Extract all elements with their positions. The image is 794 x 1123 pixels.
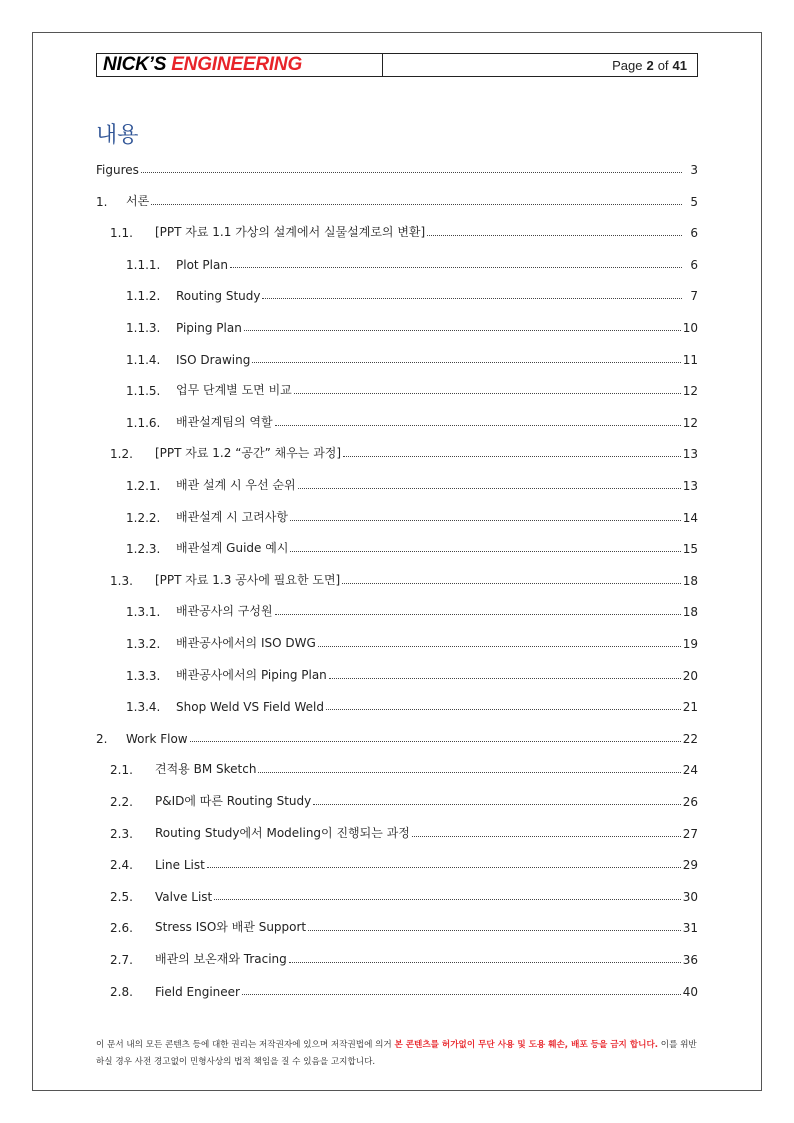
toc-entry-label: 배관 설계 시 우선 순위 bbox=[176, 478, 296, 492]
toc-entry-page: 21 bbox=[682, 700, 698, 715]
toc-leader-dots bbox=[290, 520, 681, 521]
toc-entry-number: 1.2.1. bbox=[126, 479, 161, 493]
toc-entry-number: 1.1.5. bbox=[126, 384, 161, 399]
toc-entry-label: Piping Plan bbox=[176, 321, 242, 335]
toc-entry-page: 12 bbox=[682, 415, 698, 430]
toc-entry[interactable] bbox=[96, 977, 698, 999]
toc-entry[interactable] bbox=[96, 913, 698, 935]
toc-entry-number: 2. bbox=[96, 731, 108, 746]
toc-entry[interactable] bbox=[96, 155, 698, 177]
toc-entry-number: 1.1.4. bbox=[126, 352, 161, 367]
toc-entry-label: Routing Study에서 Modeling이 진행되는 과정 bbox=[155, 825, 410, 840]
toc-entry-number: 1.2.3. bbox=[126, 542, 161, 557]
toc-entry[interactable] bbox=[96, 376, 698, 398]
toc-entry-number: 1.2.2. bbox=[126, 510, 161, 525]
toc-entry-page: 13 bbox=[682, 447, 698, 462]
toc-title: 내용 bbox=[96, 123, 139, 148]
toc-leader-dots bbox=[275, 614, 681, 615]
toc-entry-page: 18 bbox=[682, 605, 698, 620]
toc-entry-label: ISO Drawing bbox=[176, 352, 251, 367]
toc-entry[interactable] bbox=[96, 566, 698, 588]
toc-entry-page: 36 bbox=[682, 953, 698, 967]
toc-entry[interactable] bbox=[96, 882, 698, 904]
toc-entry[interactable] bbox=[96, 945, 698, 967]
toc-leader-dots bbox=[190, 741, 681, 742]
toc-entry-label: 업무 단계별 도면 비교 bbox=[176, 383, 292, 398]
toc-leader-dots bbox=[326, 709, 681, 710]
toc-entry-page: 6 bbox=[690, 257, 698, 272]
toc-entry-number: 2.1. bbox=[110, 763, 133, 778]
toc-entry-page: 13 bbox=[682, 479, 698, 493]
toc-entry-page: 14 bbox=[682, 510, 698, 525]
notice-text-2: 이를 위반 하실 경우 사전 경고없이 민형사상의 법적 책임을 질 수 있음을 고지합니다. bbox=[96, 1040, 697, 1067]
toc-leader-dots bbox=[244, 330, 681, 331]
toc-entry-label: Line List bbox=[155, 858, 205, 873]
toc-entry-page: 18 bbox=[682, 573, 698, 588]
toc-leader-dots bbox=[318, 646, 681, 647]
toc-entry-number: 1.1.2. bbox=[126, 289, 161, 304]
toc-entry-label: Valve List bbox=[155, 889, 213, 904]
page-prefix: Page bbox=[612, 57, 643, 73]
page-number bbox=[383, 54, 697, 76]
toc-entry[interactable] bbox=[96, 281, 698, 303]
toc-leader-dots bbox=[242, 994, 681, 995]
toc-entry-number: 1.1.6. bbox=[126, 415, 161, 430]
toc-entry-number: 1.3.1. bbox=[126, 605, 161, 620]
toc-entry-number: 2.7. bbox=[110, 953, 133, 967]
toc-entry-label: 배관설계 Guide 예시 bbox=[176, 541, 289, 556]
toc-entry-page: 26 bbox=[682, 795, 698, 809]
copyright-notice bbox=[96, 1037, 698, 1071]
toc-entry-number: 2.5. bbox=[110, 889, 133, 904]
toc-entry-page: 3 bbox=[690, 163, 698, 177]
toc-entry-page: 22 bbox=[682, 731, 698, 746]
toc-entry-page: 7 bbox=[690, 289, 698, 304]
toc-entry-page: 29 bbox=[682, 858, 698, 873]
brand-name-part1: NICK’S bbox=[103, 54, 167, 75]
toc-entry[interactable] bbox=[96, 597, 698, 619]
toc-leader-dots bbox=[294, 393, 681, 394]
toc-entry-label: Work Flow bbox=[126, 731, 188, 746]
page-header bbox=[96, 53, 698, 77]
toc-leader-dots bbox=[313, 804, 680, 805]
toc-entry-page: 19 bbox=[682, 637, 698, 651]
toc-entry-label: Routing Study bbox=[176, 289, 261, 304]
toc-entry-page: 24 bbox=[682, 763, 698, 778]
toc-leader-dots bbox=[252, 362, 680, 363]
toc-leader-dots bbox=[290, 551, 680, 552]
page-total: 41 bbox=[672, 57, 687, 73]
toc-leader-dots bbox=[342, 583, 680, 584]
toc-entry-number: 1.3.2. bbox=[126, 637, 161, 651]
page-bottom-rule bbox=[32, 1090, 762, 1091]
toc-entry-number: 1. bbox=[96, 194, 108, 209]
toc-entry-number: 2.3. bbox=[110, 826, 133, 841]
toc-entry-number: 1.1.1. bbox=[126, 257, 161, 272]
toc-entry-page: 40 bbox=[682, 984, 698, 999]
toc-entry-label: Plot Plan bbox=[176, 257, 228, 272]
toc-entry[interactable] bbox=[96, 819, 698, 841]
toc-entry-label: Stress ISO와 배관 Support bbox=[155, 920, 307, 935]
toc-entry-number: 1.1.3. bbox=[126, 321, 161, 335]
toc-entry-number: 1.3.3. bbox=[126, 668, 161, 683]
page-of: of bbox=[657, 57, 669, 73]
toc-entry[interactable] bbox=[96, 787, 698, 809]
notice-warning: 본 콘텐츠를 허가없이 무단 사용 및 도용 훼손, 배포 등을 금지 합니다. bbox=[394, 1040, 659, 1050]
toc-leader-dots bbox=[207, 867, 681, 868]
toc-leader-dots bbox=[298, 488, 681, 489]
toc-entry-page: 12 bbox=[682, 384, 698, 399]
toc-entry-page: 10 bbox=[682, 321, 698, 335]
toc-entry-page: 6 bbox=[690, 226, 698, 241]
toc-leader-dots bbox=[262, 298, 682, 299]
toc-entry-number: 2.4. bbox=[110, 858, 133, 873]
toc-entry-page: 15 bbox=[682, 542, 698, 557]
toc-entry-label: [PPT 자료 1.2 “공간” 채우는 과정] bbox=[155, 446, 342, 461]
toc-entry-number: 2.2. bbox=[110, 795, 133, 809]
toc-entry-number: 1.3.4. bbox=[126, 700, 161, 715]
toc-entry[interactable] bbox=[96, 218, 698, 240]
toc-entry-label: 배관설계 시 고려사항 bbox=[176, 509, 288, 524]
toc-entry-label: 배관공사의 구성원 bbox=[176, 604, 273, 619]
toc-entry-number: 2.6. bbox=[110, 921, 133, 936]
toc-entry[interactable] bbox=[96, 629, 698, 651]
toc-leader-dots bbox=[412, 836, 681, 837]
toc-entry[interactable] bbox=[96, 439, 698, 461]
toc-entry[interactable] bbox=[96, 187, 698, 209]
toc-entry-label: Field Engineer bbox=[155, 984, 240, 999]
toc-entry[interactable] bbox=[96, 534, 698, 556]
toc-leader-dots bbox=[329, 678, 681, 679]
toc-entry-page: 11 bbox=[682, 352, 698, 367]
toc-leader-dots bbox=[275, 425, 681, 426]
toc-entry[interactable] bbox=[96, 408, 698, 430]
toc-entry-label: [PPT 자료 1.3 공사에 필요한 도면] bbox=[155, 572, 341, 587]
toc-entry[interactable] bbox=[96, 724, 698, 746]
brand-name-part2: ENGINEERING bbox=[171, 54, 303, 75]
toc-entry-label: 서론 bbox=[126, 193, 150, 208]
toc-leader-dots bbox=[230, 267, 682, 268]
toc-entry-page: 30 bbox=[682, 889, 698, 904]
toc-entry-label: 견적용 BM Sketch bbox=[155, 762, 257, 777]
toc-entry-label: 배관설계팀의 역할 bbox=[176, 414, 273, 429]
toc-leader-dots bbox=[214, 899, 680, 900]
toc-entry-label: Figures bbox=[96, 163, 139, 177]
toc-entry[interactable] bbox=[96, 755, 698, 777]
notice-text-1: 이 문서 내의 모든 콘텐츠 등에 대한 권리는 저작권자에 있으며 저작권법에 의거 bbox=[96, 1040, 392, 1050]
toc-entry[interactable] bbox=[96, 661, 698, 683]
toc-entry-number: 1.3. bbox=[110, 573, 133, 588]
toc-leader-dots bbox=[258, 772, 680, 773]
toc-entry-label: 배관공사에서의 Piping Plan bbox=[176, 667, 327, 682]
toc-entry[interactable] bbox=[96, 692, 698, 714]
page-current: 2 bbox=[646, 57, 654, 73]
toc-leader-dots bbox=[289, 962, 681, 963]
toc-entry-page: 27 bbox=[682, 826, 698, 841]
toc-leader-dots bbox=[427, 235, 682, 236]
toc-leader-dots bbox=[141, 172, 682, 173]
toc-entry-number: 2.8. bbox=[110, 984, 133, 999]
toc-entry-label: Shop Weld VS Field Weld bbox=[176, 700, 324, 715]
toc-entry-label: 배관공사에서의 ISO DWG bbox=[176, 636, 316, 650]
toc-leader-dots bbox=[343, 456, 681, 457]
toc-entry[interactable] bbox=[96, 250, 698, 272]
toc-entry-page: 31 bbox=[682, 921, 698, 936]
toc-entry-label: 배관의 보온재와 Tracing bbox=[155, 952, 287, 966]
toc-entry[interactable] bbox=[96, 345, 698, 367]
toc-entry[interactable] bbox=[96, 850, 698, 872]
toc-entry-page: 5 bbox=[690, 194, 698, 209]
toc-entry[interactable] bbox=[96, 313, 698, 335]
toc-entry-number: 1.2. bbox=[110, 447, 133, 462]
toc-leader-dots bbox=[151, 204, 682, 205]
toc-entry-page: 20 bbox=[682, 668, 698, 683]
toc-leader-dots bbox=[308, 930, 681, 931]
toc-entry-label: P&ID에 따른 Routing Study bbox=[155, 794, 312, 808]
toc-entry-number: 1.1. bbox=[110, 226, 133, 241]
brand-logo bbox=[97, 54, 383, 76]
toc-entry[interactable] bbox=[96, 503, 698, 525]
toc-entry[interactable] bbox=[96, 471, 698, 493]
toc-entry-label: [PPT 자료 1.1 가상의 설계에서 실물설계로의 변환] bbox=[155, 225, 426, 240]
